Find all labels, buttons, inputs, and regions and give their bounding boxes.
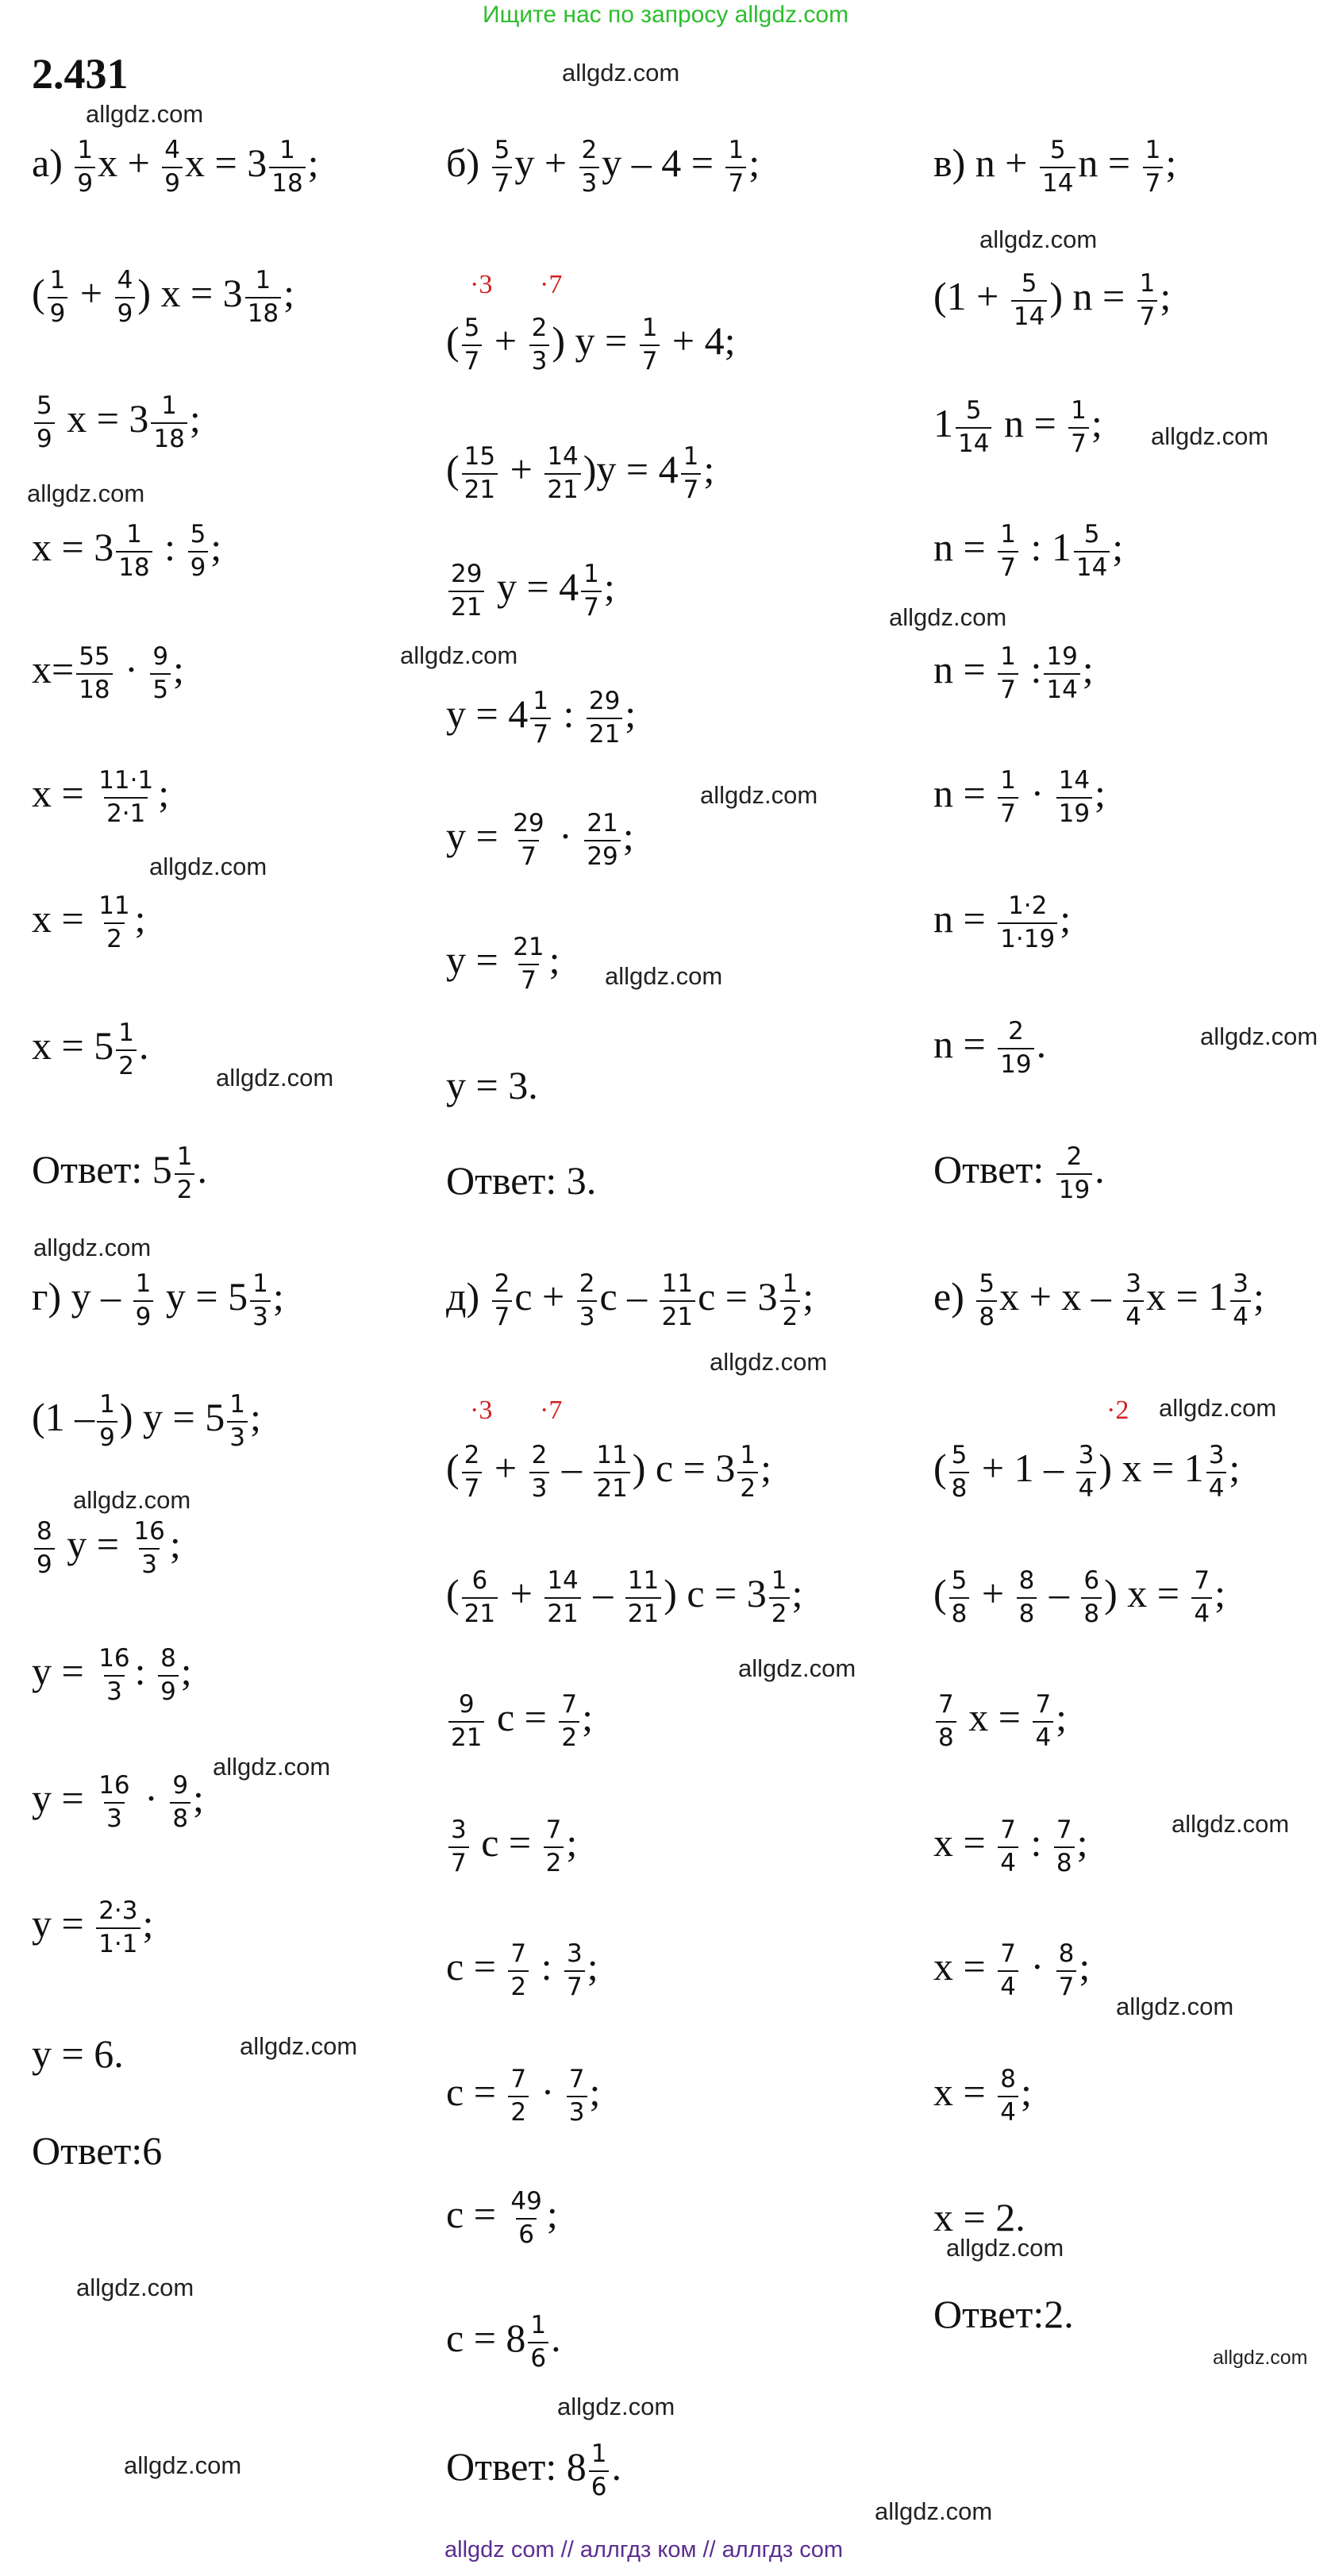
equation-line-d7: c = $\frac{7}{2}$ · $\frac{7}{3}$ ;: [446, 2065, 601, 2127]
fraction: $\frac{7}{8}$: [936, 1691, 956, 1752]
fraction: $\frac{8}{8}$: [1017, 1567, 1037, 1628]
equation-line-v5: n = $\frac{1}{7}$ : $\frac{19}{14}$ ;: [933, 642, 1094, 704]
equation-line-b1: б) $\frac{5}{7}$ y + $\frac{2}{3}$ y – 4 = $\frac{1}{7}$ ;: [446, 136, 760, 198]
watermark: allgdz.com: [979, 225, 1098, 253]
equation-line-a7: x = $\frac{11}{2}$ ;: [32, 891, 146, 953]
fraction: $\frac{5}{8}$: [949, 1442, 970, 1503]
fraction: $\frac{19}{14}$: [1044, 643, 1079, 704]
fraction: $\frac{11}{21}$: [594, 1442, 629, 1503]
fraction: $\frac{15}{21}$: [462, 443, 498, 504]
equation-line-b8: y = 3.: [446, 1063, 538, 1107]
fraction: $\frac{5}{7}$: [462, 314, 483, 375]
fraction: $\frac{11}{2}$: [98, 891, 130, 953]
answer-a: Ответ: 5 $\frac{1}{2}$ .: [32, 1142, 207, 1204]
fraction: $\frac{8}{9}$: [158, 1645, 179, 1706]
equation-line-d8: c = $\frac{49}{6}$ ;: [446, 2187, 558, 2249]
fraction: $\frac{29}{21}$: [448, 560, 484, 622]
fraction: $\frac{3}{4}$: [1123, 1270, 1144, 1331]
watermark: allgdz.com: [710, 1348, 828, 1376]
equation-line-e6: x = $\frac{7}{4}$ · $\frac{8}{7}$ ;: [933, 1939, 1091, 2001]
multiplier-mark: ·3: [470, 1396, 493, 1425]
fraction: $\frac{1}{7}$: [1143, 137, 1164, 198]
watermark: allgdz.com: [738, 1654, 856, 1682]
equation-line-v3: 1 $\frac{5}{14}$ n = $\frac{1}{7}$ ;: [933, 396, 1102, 458]
equation-line-g4: y = $\frac{16}{3}$ : $\frac{8}{9}$ ;: [32, 1644, 192, 1706]
multiplier-mark: ·2: [1106, 1396, 1129, 1425]
fraction: $\frac{3}{4}$: [1206, 1442, 1227, 1503]
equation-line-e7: x = $\frac{8}{4}$ ;: [933, 2065, 1032, 2127]
fraction: $\frac{5}{14}$: [1011, 270, 1047, 331]
fraction: $\frac{7}{4}$: [1191, 1567, 1212, 1628]
fraction: $\frac{1}{3}$: [227, 1391, 248, 1452]
equation-line-v8: n = $\frac{2}{19}$ .: [933, 1017, 1047, 1079]
fraction: $\frac{7}{4}$: [998, 1816, 1018, 1877]
item-label: д): [446, 1274, 480, 1319]
fraction: $\frac{7}{4}$: [1033, 1691, 1053, 1752]
fraction: $\frac{21}{7}$: [513, 933, 544, 995]
equation-line-g1: г) y – $\frac{1}{9}$ y = 5 $\frac{1}{3}$ ;: [32, 1269, 284, 1331]
fraction: $\frac{8}{7}$: [1056, 1940, 1077, 2001]
fraction: $\frac{1}{9}$: [97, 1391, 117, 1452]
fraction: $\frac{1}{6}$: [528, 2312, 548, 2373]
equation-line-b2: ( $\frac{5}{7}$ + $\frac{2}{3}$ ) y = $\frac{1}{7}$ + 4;: [446, 314, 736, 375]
equation-line-d4: $\frac{9}{21}$ c = $\frac{7}{2}$ ;: [446, 1691, 593, 1752]
fraction: $\frac{5}{14}$: [1074, 521, 1110, 582]
fraction: $\frac{11\cdot 1}{2\cdot 1}$: [98, 766, 154, 828]
fraction: $\frac{1}{7}$: [998, 521, 1018, 582]
fraction: $\frac{1}{7}$: [1137, 270, 1158, 331]
equation-line-g5: y = $\frac{16}{3}$ · $\frac{9}{8}$ ;: [32, 1771, 204, 1833]
equation-line-a3: $\frac{5}{9}$ x = 3 $\frac{1}{18}$ ;: [32, 392, 201, 453]
equation-line-e3: ( $\frac{5}{8}$ + $\frac{8}{8}$ – $\frac{6}{8}$ ) x = $\frac{7}{4}$ ;: [933, 1566, 1226, 1628]
equation-line-e5: x = $\frac{7}{4}$ : $\frac{7}{8}$ ;: [933, 1816, 1088, 1877]
fraction: $\frac{5}{7}$: [492, 137, 513, 198]
fraction: $\frac{1}{2}$: [116, 1019, 137, 1080]
equation-line-d1: д) $\frac{2}{7}$ c + $\frac{2}{3}$ c – $\frac{11}{21}$ c = 3 $\frac{1}{2}$ ;: [446, 1269, 814, 1331]
watermark: allgdz.com: [875, 2497, 993, 2525]
watermark: allgdz.com: [889, 603, 1007, 631]
fraction: $\frac{2}{3}$: [529, 314, 550, 375]
fraction: $\frac{1}{18}$: [245, 267, 281, 328]
watermark: allgdz.com: [1172, 1810, 1290, 1838]
fraction: $\frac{14}{19}$: [1056, 767, 1092, 828]
footer-links[interactable]: allgdz com // аллгдз ком // аллгдз com: [444, 2537, 843, 2563]
equation-line-b7: y = $\frac{21}{7}$ ;: [446, 933, 560, 995]
fraction: $\frac{7}{8}$: [1054, 1816, 1075, 1877]
fraction: $\frac{2}{19}$: [998, 1018, 1033, 1079]
watermark: allgdz.com: [149, 853, 267, 880]
item-label: г): [32, 1274, 62, 1319]
fraction: $\frac{5}{8}$: [976, 1270, 997, 1331]
problem-number: 2.431: [32, 50, 129, 98]
watermark: allgdz.com: [1116, 1993, 1234, 2020]
watermark: allgdz.com: [946, 2234, 1064, 2262]
watermark: allgdz.com: [557, 2393, 675, 2420]
fraction: $\frac{1}{7}$: [581, 560, 602, 622]
fraction: $\frac{2}{7}$: [462, 1442, 483, 1503]
equation-line-a1: а) $\frac{1}{9}$ x + $\frac{4}{9}$ x = 3 $\frac{1}{18}$ ;: [32, 136, 319, 198]
fraction: $\frac{1}{2}$: [769, 1567, 790, 1628]
fraction: $\frac{2\cdot 3}{1\cdot 1}$: [96, 1897, 140, 1958]
equation-line-b6: y = $\frac{29}{7}$ · $\frac{21}{29}$ ;: [446, 809, 634, 871]
fraction: $\frac{4}{9}$: [115, 267, 136, 328]
fraction: $\frac{5}{9}$: [34, 392, 55, 453]
equation-line-b3: ( $\frac{15}{21}$ + $\frac{14}{21}$ )y = 4 $\frac{1}{7}$ ;: [446, 442, 715, 504]
equation-line-g7: y = 6.: [32, 2031, 124, 2076]
fraction: $\frac{2}{3}$: [529, 1442, 550, 1503]
answer-b: Ответ: 3.: [446, 1158, 597, 1203]
fraction: $\frac{9}{8}$: [170, 1772, 190, 1833]
fraction: $\frac{1\cdot 2}{1\cdot 19}$: [998, 892, 1057, 953]
equation-line-e8: x = 2.: [933, 2195, 1025, 2239]
item-label: а): [32, 141, 63, 186]
fraction: $\frac{7}{3}$: [567, 2066, 587, 2127]
equation-line-a6: x = $\frac{11\cdot 1}{2\cdot 1}$ ;: [32, 766, 170, 828]
fraction: $\frac{2}{19}$: [1056, 1143, 1092, 1204]
fraction: $\frac{1}{18}$: [116, 521, 152, 582]
fraction: $\frac{9}{5}$: [150, 643, 171, 704]
equation-line-g2: (1 – $\frac{1}{9}$ ) y = 5 $\frac{1}{3}$ ;: [32, 1390, 261, 1452]
equation-line-v2: (1 + $\frac{5}{14}$ ) n = $\frac{1}{7}$ ;: [933, 269, 1172, 331]
watermark: allgdz.com: [216, 1064, 334, 1092]
fraction: $\frac{1}{9}$: [75, 137, 95, 198]
multiplier-mark: ·3: [470, 270, 493, 299]
fraction: $\frac{9}{21}$: [448, 1691, 484, 1752]
fraction: $\frac{8}{4}$: [998, 2066, 1018, 2127]
watermark: allgdz.com: [605, 962, 723, 990]
fraction: $\frac{55}{18}$: [76, 643, 112, 704]
fraction: $\frac{2}{3}$: [577, 1270, 598, 1331]
watermark: allgdz.com: [27, 479, 145, 507]
fraction: $\frac{11}{21}$: [625, 1567, 661, 1628]
item-label: б): [446, 141, 480, 186]
fraction: $\frac{5}{9}$: [188, 521, 209, 582]
fraction: $\frac{3}{7}$: [448, 1816, 469, 1877]
fraction: $\frac{14}{21}$: [544, 443, 580, 504]
fraction: $\frac{7}{2}$: [508, 1940, 529, 2001]
watermark: allgdz.com: [1151, 422, 1269, 450]
fraction: $\frac{3}{4}$: [1076, 1442, 1097, 1503]
equation-line-v7: n = $\frac{1\cdot 2}{1\cdot 19}$ ;: [933, 891, 1072, 953]
watermark: allgdz.com: [1213, 2347, 1308, 2369]
fraction: $\frac{7}{4}$: [998, 1940, 1018, 2001]
equation-line-v1: в) n + $\frac{5}{14}$ n = $\frac{1}{7}$ ;: [933, 136, 1177, 198]
top-banner[interactable]: Ищите нас по запросу allgdz.com: [483, 2, 849, 28]
fraction: $\frac{5}{14}$: [1040, 137, 1075, 198]
watermark: allgdz.com: [240, 2032, 358, 2060]
fraction: $\frac{11}{21}$: [660, 1270, 695, 1331]
equation-line-d3: ( $\frac{6}{21}$ + $\frac{14}{21}$ – $\frac{11}{21}$ ) c = 3 $\frac{1}{2}$ ;: [446, 1566, 803, 1628]
fraction: $\frac{7}{2}$: [508, 2066, 529, 2127]
equation-line-d9: c = 8 $\frac{1}{6}$ .: [446, 2311, 561, 2373]
watermark: allgdz.com: [213, 1753, 331, 1781]
watermark: allgdz.com: [400, 641, 518, 669]
multiplier-mark: ·7: [540, 1396, 563, 1425]
fraction: $\frac{14}{21}$: [544, 1567, 580, 1628]
fraction: $\frac{7}{2}$: [559, 1691, 579, 1752]
fraction: $\frac{4}{9}$: [162, 137, 183, 198]
fraction: $\frac{1}{18}$: [269, 137, 305, 198]
equation-line-d6: c = $\frac{7}{2}$ : $\frac{3}{7}$ ;: [446, 1939, 598, 2001]
watermark: allgdz.com: [562, 59, 680, 87]
fraction: $\frac{6}{21}$: [462, 1567, 498, 1628]
watermark: allgdz.com: [700, 781, 818, 809]
equation-line-b5: y = 4 $\frac{1}{7}$ : $\frac{29}{21}$ ;: [446, 687, 637, 749]
fraction: $\frac{1}{7}$: [725, 137, 746, 198]
equation-line-v4: n = $\frac{1}{7}$ : 1 $\frac{5}{14}$ ;: [933, 520, 1124, 582]
fraction: $\frac{3}{7}$: [564, 1940, 585, 2001]
fraction: $\frac{8}{9}$: [34, 1518, 55, 1579]
equation-line-a5: x= $\frac{55}{18}$ · $\frac{9}{5}$ ;: [32, 642, 184, 704]
item-label: в): [933, 141, 966, 186]
watermark: allgdz.com: [33, 1234, 152, 1261]
equation-line-b4: $\frac{29}{21}$ y = 4 $\frac{1}{7}$ ;: [446, 560, 615, 622]
fraction: $\frac{5}{8}$: [949, 1567, 970, 1628]
watermark: allgdz.com: [1200, 1022, 1318, 1050]
equation-line-a4: x = 3 $\frac{1}{18}$ : $\frac{5}{9}$ ;: [32, 520, 222, 582]
answer-g: Ответ:6: [32, 2128, 163, 2173]
equation-line-v6: n = $\frac{1}{7}$ · $\frac{14}{19}$ ;: [933, 766, 1106, 828]
answer-v: Ответ: $\frac{2}{19}$ .: [933, 1142, 1105, 1204]
equation-line-e4: $\frac{7}{8}$ x = $\frac{7}{4}$ ;: [933, 1691, 1067, 1752]
item-label: е): [933, 1274, 964, 1319]
equation-line-a8: x = 5 $\frac{1}{2}$ .: [32, 1018, 149, 1080]
equation-line-d5: $\frac{3}{7}$ c = $\frac{7}{2}$ ;: [446, 1816, 577, 1877]
equation-line-g3: $\frac{8}{9}$ y = $\frac{16}{3}$ ;: [32, 1518, 181, 1579]
fraction: $\frac{1}{9}$: [133, 1270, 154, 1331]
fraction: $\frac{49}{6}$: [510, 2187, 542, 2249]
fraction: $\frac{1}{18}$: [151, 392, 187, 453]
fraction: $\frac{2}{3}$: [579, 137, 600, 198]
watermark: allgdz.com: [124, 2451, 242, 2479]
equation-line-e1: е) $\frac{5}{8}$ x + x – $\frac{3}{4}$ x = 1 $\frac{3}{4}$ ;: [933, 1269, 1264, 1331]
fraction: $\frac{1}{7}$: [998, 643, 1018, 704]
equation-line-e2: ( $\frac{5}{8}$ + 1 – $\frac{3}{4}$ ) x = 1 $\frac{3}{4}$ ;: [933, 1441, 1241, 1503]
fraction: $\frac{1}{3}$: [250, 1270, 271, 1331]
fraction: $\frac{1}{7}$: [1068, 397, 1089, 458]
answer-e: Ответ:2.: [933, 2292, 1074, 2336]
fraction: $\frac{29}{7}$: [513, 809, 544, 871]
fraction: $\frac{1}{7}$: [998, 767, 1018, 828]
equation-line-d2: ( $\frac{2}{7}$ + $\frac{2}{3}$ – $\frac{11}{21}$ ) c = 3 $\frac{1}{2}$ ;: [446, 1441, 771, 1503]
multiplier-mark: ·7: [540, 270, 563, 299]
fraction: $\frac{16}{3}$: [98, 1771, 130, 1833]
fraction: $\frac{1}{6}$: [589, 2440, 610, 2501]
equation-line-a2: ( $\frac{1}{9}$ + $\frac{4}{9}$ ) x = 3 $\frac{1}{18}$ ;: [32, 266, 295, 328]
watermark: allgdz.com: [1159, 1394, 1277, 1422]
fraction: $\frac{29}{21}$: [587, 687, 622, 749]
fraction: $\frac{3}{4}$: [1230, 1270, 1251, 1331]
fraction: $\frac{16}{3}$: [133, 1517, 165, 1579]
fraction: $\frac{7}{2}$: [544, 1816, 564, 1877]
fraction: $\frac{1}{7}$: [530, 687, 551, 749]
fraction: $\frac{5}{14}$: [956, 397, 991, 458]
fraction: $\frac{1}{2}$: [175, 1143, 195, 1204]
fraction: $\frac{1}{9}$: [48, 267, 68, 328]
fraction: $\frac{1}{7}$: [681, 443, 702, 504]
fraction: $\frac{1}{2}$: [737, 1442, 758, 1503]
fraction: $\frac{16}{3}$: [98, 1644, 130, 1706]
watermark: allgdz.com: [76, 2274, 194, 2301]
fraction: $\frac{6}{8}$: [1081, 1567, 1102, 1628]
fraction: $\frac{1}{7}$: [640, 314, 660, 375]
fraction: $\frac{2}{7}$: [492, 1270, 513, 1331]
fraction: $\frac{21}{29}$: [584, 810, 620, 871]
watermark: allgdz.com: [73, 1486, 191, 1514]
equation-line-g6: y = $\frac{2\cdot 3}{1\cdot 1}$ ;: [32, 1896, 154, 1958]
watermark: allgdz.com: [86, 100, 204, 128]
fraction: $\frac{1}{2}$: [780, 1270, 801, 1331]
answer-d: Ответ: 8 $\frac{1}{6}$ .: [446, 2439, 621, 2501]
